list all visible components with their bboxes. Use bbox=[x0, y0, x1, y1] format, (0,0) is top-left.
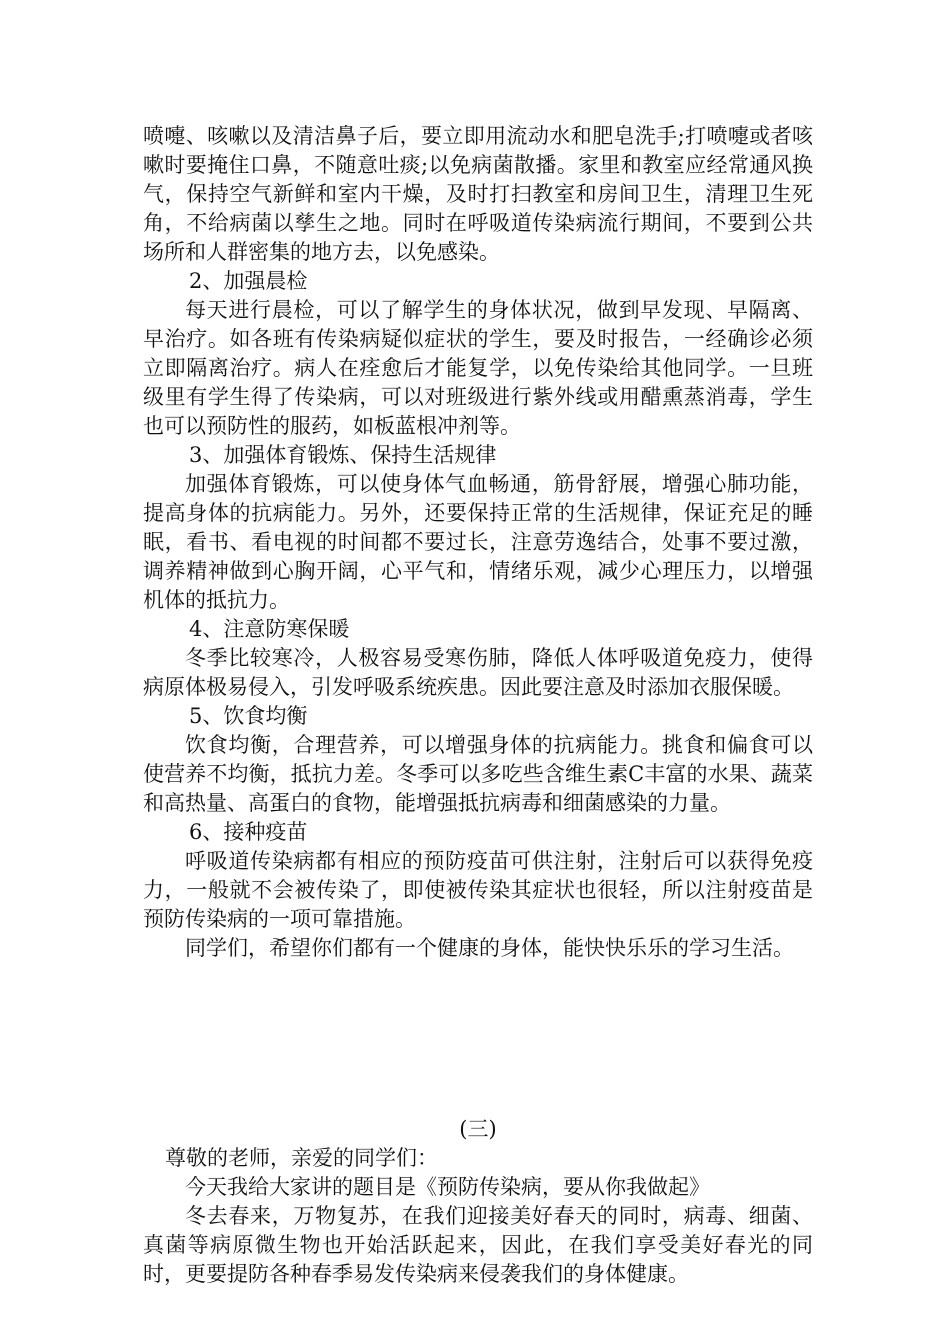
paragraph-exercise: 加强体育锻炼，可以使身体气血畅通，筋骨舒展，增强心肺功能，提高身体的抗病能力。另外，还要保持正常的生活规律，保证充足的睡眠，看书、看电视的时间都不要过长，注意劳逸结合，处事不要过激，调养精神做到心胸开阔，心平气和，情绪乐观，减少心理压力，以增强机体的抵抗力。 bbox=[143, 472, 813, 612]
paragraph-balanced-diet: 饮食均衡，合理营养，可以增强身体的抗病能力。挑食和偏食可以使营养不均衡，抵抗力差。冬季可以多吃些含维生素C丰富的水果、蔬菜和高热量、高蛋白的食物，能增强抵抗病毒和细菌感染的力量。 bbox=[143, 733, 813, 815]
salutation: 尊敬的老师，亲爱的同学们： bbox=[165, 1146, 438, 1170]
paragraph-intro-continuation: 喷嚏、咳嗽以及清洁鼻子后，要立即用流动水和肥皂洗手;打喷嚏或者咳嗽时要掩住口鼻，不随意吐痰;以免病菌散播。家里和教室应经常通风换气，保持空气新鲜和室内干燥，及时打扫教室和房间卫生，清理卫生死角，不给病菌以孳生之地。同时在呼吸道传染病流行期间，不要到公共场所和人群密集的地方去，以免感染。 bbox=[143, 124, 813, 264]
paragraph-morning-check: 每天进行晨检，可以了解学生的身体状况，做到早发现、早隔离、早治疗。如各班有传染病疑似症状的学生，要及时报告，一经确诊必须立即隔离治疗。病人在痊愈后才能复学，以免传染给其他同学。一旦班级里有学生得了传染病，可以对班级进行紫外线或用醋熏蒸消毒，学生也可以预防性的服药，如板蓝根冲剂等。 bbox=[143, 298, 813, 438]
paragraph-spring: 冬去春来，万物复苏，在我们迎接美好春天的同时，病毒、细菌、真菌等病原微生物也开始活跃起来，因此，在我们享受美好春光的同时，更要提防各种春季易发传染病来侵袭我们的身体健康。 bbox=[143, 1204, 813, 1286]
section-gap bbox=[143, 963, 813, 1115]
paragraph-keep-warm: 冬季比较寒冷，人极容易受寒伤肺，降低人体呼吸道免疫力，使得病原体极易侵入，引发呼吸系统疾患。因此要注意及时添加衣服保暖。 bbox=[143, 646, 813, 699]
speech-topic: 今天我给大家讲的题目是《预防传染病，要从你我做起》 bbox=[185, 1175, 710, 1199]
document-page bbox=[143, 122, 813, 1289]
paragraph-vaccination: 呼吸道传染病都有相应的预防疫苗可供注射，注射后可以获得免疫力，一般就不会被传染了，即使被传染其症状也很轻，所以注射疫苗是预防传染病的一项可靠措施。 bbox=[143, 849, 813, 931]
heading-balanced-diet: 5、饮食均衡 bbox=[189, 704, 308, 728]
paragraph-closing: 同学们，希望你们都有一个健康的身体，能快快乐乐的学习生活。 bbox=[185, 936, 794, 960]
heading-exercise: 3、加强体育锻炼、保持生活规律 bbox=[189, 443, 497, 467]
heading-morning-check: 2、加强晨检 bbox=[189, 269, 308, 293]
heading-vaccination: 6、接种疫苗 bbox=[189, 820, 308, 844]
section-number: (三) bbox=[459, 1117, 497, 1141]
heading-keep-warm: 4、注意防寒保暖 bbox=[189, 617, 350, 641]
